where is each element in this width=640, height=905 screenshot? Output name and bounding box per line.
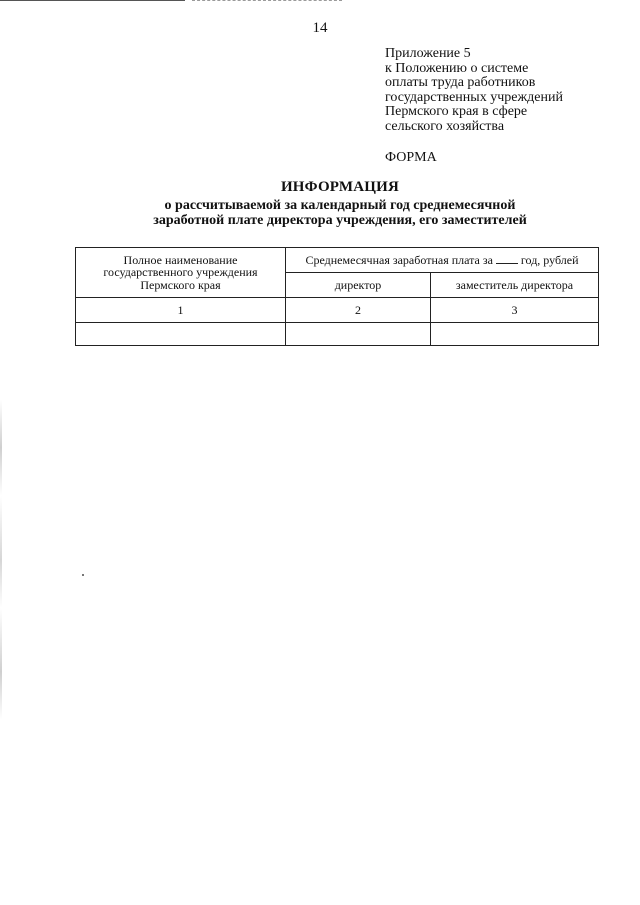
column-number: 1	[76, 298, 286, 323]
table-row	[76, 323, 599, 346]
header-line: Полное наименование	[123, 252, 238, 267]
header-line: государственного учреждения	[103, 265, 258, 280]
page-number: 14	[312, 20, 328, 36]
subtitle-line: заработной плате директора учреждения, его заместителей	[153, 212, 527, 228]
deputy-salary-cell[interactable]	[431, 323, 599, 346]
header-line: Пермского края	[140, 277, 221, 292]
form-label: ФОРМА	[385, 150, 437, 165]
column-number-row	[76, 298, 599, 323]
average-salary-header	[286, 248, 599, 273]
table-header-row	[76, 248, 599, 273]
column-number: 2	[286, 298, 431, 323]
appendix-line: Приложение 5	[385, 46, 471, 61]
document-title: ИНФОРМАЦИЯ	[280, 179, 400, 195]
document-subtitle	[0, 199, 640, 228]
institution-name-header	[76, 248, 286, 298]
appendix-line: государственных учреждений	[385, 89, 563, 105]
scan-border-top-dashed	[192, 0, 342, 1]
appendix-line: сельского хозяйства	[385, 118, 505, 134]
subtitle-line: о рассчитываемой за календарный год среднемесячной	[164, 198, 516, 213]
scan-border-top	[0, 0, 185, 1]
column-number: 3	[431, 298, 599, 323]
salary-header-text: Среднемесячная заработная плата за	[305, 252, 493, 267]
institution-name-cell[interactable]	[76, 323, 286, 346]
appendix-line: Пермского края в сфере	[385, 104, 528, 119]
appendix-line: оплаты труда работников	[385, 75, 536, 90]
appendix-reference	[385, 47, 625, 134]
year-blank-field[interactable]	[496, 254, 518, 264]
director-salary-cell[interactable]	[286, 323, 431, 346]
salary-header-text: год, рублей	[520, 252, 579, 267]
director-header: директор	[286, 273, 431, 298]
salary-info-table	[75, 247, 599, 346]
scan-speck	[82, 574, 84, 576]
deputy-director-header: заместитель директора	[431, 273, 599, 298]
scan-border-left	[0, 400, 2, 720]
appendix-line: к Положению о системе	[385, 60, 529, 76]
